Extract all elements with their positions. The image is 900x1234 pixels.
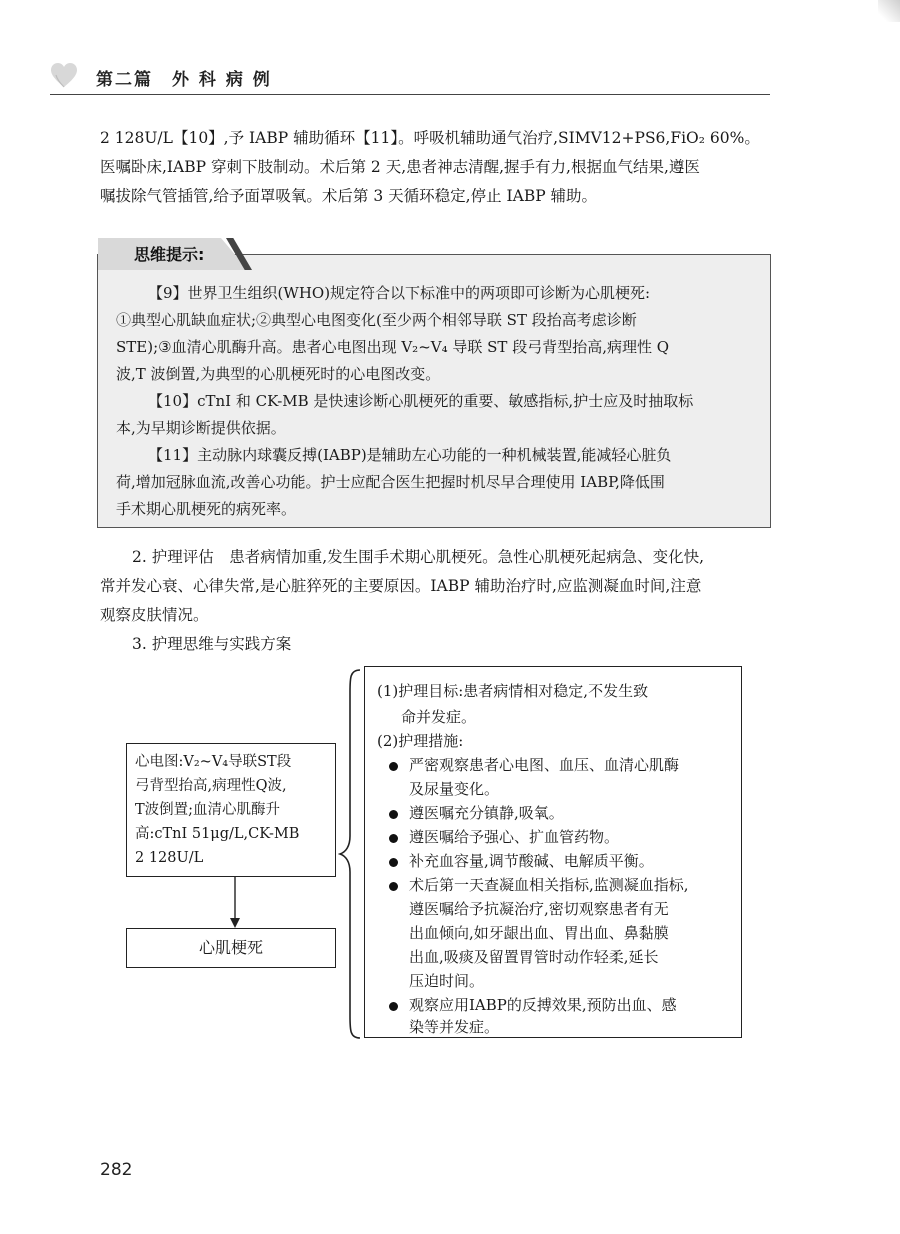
heart-icon [50,62,78,88]
measure-line: 遵医嘱充分镇静,吸氧。 [409,804,564,822]
intro-line: 嘱拔除气管插管,给予面罩吸氧。术后第 3 天循环稳定,停止 IABP 辅助。 [100,187,598,205]
assessment-line: 常并发心衰、心律失常,是心脏猝死的主要原因。IABP 辅助治疗时,应监测凝血时间,注意 [100,577,702,595]
header-divider [50,94,770,95]
intro-paragraph [100,124,770,211]
finding-line: 2 128U/L [135,850,204,866]
measure-line: 出血倾向,如牙龈出血、胃出血、鼻黏膜 [409,924,669,942]
measure-line: 染等并发症。 [409,1018,500,1036]
page-number: 282 [100,1160,133,1180]
measure-line: 严密观察患者心电图、血压、血清心肌酶 [409,756,680,774]
bullet-icon [389,810,398,819]
diagnosis-box: 心肌梗死 [126,928,336,968]
page-header [50,58,770,92]
finding-line: T波倒置;血清心肌酶升 [135,802,281,818]
bullet-icon [389,762,398,771]
finding-line: 弓背型抬高,病理性Q波, [135,778,287,794]
measure-line: 压迫时间。 [409,972,485,990]
measure-line: 观察应用IABP的反搏效果,预防出血、感 [409,996,677,1014]
thinking-tips-label: 思维提示: [134,245,205,264]
tip-line: 荷,增加冠脉血流,改善心功能。护士应配合医生把握时机尽早合理使用 IABP,降低围 [116,473,665,491]
left-brace-icon [338,668,364,1040]
measure-line: 出血,吸痰及留置胃管时动作轻柔,延长 [409,948,659,966]
measures-heading: (2)护理措施: [377,732,464,750]
page-corner-shade [878,0,900,22]
measure-line: 术后第一天查凝血相关指标,监测凝血指标, [409,876,689,894]
goal-line: 命并发症。 [401,708,477,726]
intro-line: 医嘱卧床,IABP 穿刺下肢制动。术后第 2 天,患者神志清醒,握手有力,根据血气结果,遵医 [100,158,700,176]
section-title: 第二篇 外 科 病 例 [96,70,272,90]
nursing-plan-box [364,666,742,1038]
assessment-line: 2. 护理评估 患者病情加重,发生围手术期心肌梗死。急性心肌梗死起病急、变化快, [132,548,705,566]
bullet-icon [389,882,398,891]
measure-line: 遵医嘱给予抗凝治疗,密切观察患者有无 [409,900,669,918]
goal-line: (1)护理目标:患者病情相对稳定,不发生致 [377,682,649,700]
tip-line: 【9】世界卫生组织(WHO)规定符合以下标准中的两项即可诊断为心肌梗死: [148,284,651,302]
thinking-tips-text [116,280,756,523]
measure-line: 补充血容量,调节酸碱、电解质平衡。 [409,852,654,870]
measure-line: 及尿量变化。 [409,780,500,798]
tip-line: ①典型心肌缺血症状;②典型心电图变化(至少两个相邻导联 ST 段抬高考虑诊断 [116,311,637,329]
tip-line: STE);③血清心肌酶升高。患者心电图出现 V₂~V₄ 导联 ST 段弓背型抬高,病理性 Q [116,338,670,356]
bullet-icon [389,834,398,843]
tip-line: 【10】cTnI 和 CK-MB 是快速诊断心肌梗死的重要、敏感指标,护士应及时抽取标 [148,392,694,410]
plan-heading: 3. 护理思维与实践方案 [132,635,292,653]
finding-box [126,743,336,877]
measure-line: 遵医嘱给予强心、扩血管药物。 [409,828,620,846]
down-arrow-icon [220,876,250,930]
bullet-icon [389,1002,398,1011]
tip-line: 手术期心肌梗死的病死率。 [116,500,297,518]
bullet-icon [389,858,398,867]
tip-line: 【11】主动脉内球囊反搏(IABP)是辅助左心功能的一种机械装置,能减轻心脏负 [148,446,672,464]
assessment-paragraph [100,543,770,630]
tip-line: 本,为早期诊断提供依据。 [116,419,286,437]
finding-line: 高:cTnI 51μg/L,CK-MB [135,826,300,842]
tip-line: 波,T 波倒置,为典型的心肌梗死时的心电图改变。 [116,365,441,383]
intro-line: 2 128U/L【10】,予 IABP 辅助循环【11】。呼吸机辅助通气治疗,SIMV12+PS6,FiO₂ 60%。 [100,129,760,147]
plan-heading-wrap [100,630,770,659]
finding-line: 心电图:V₂~V₄导联ST段 [135,754,292,770]
assessment-line: 观察皮肤情况。 [100,606,209,624]
